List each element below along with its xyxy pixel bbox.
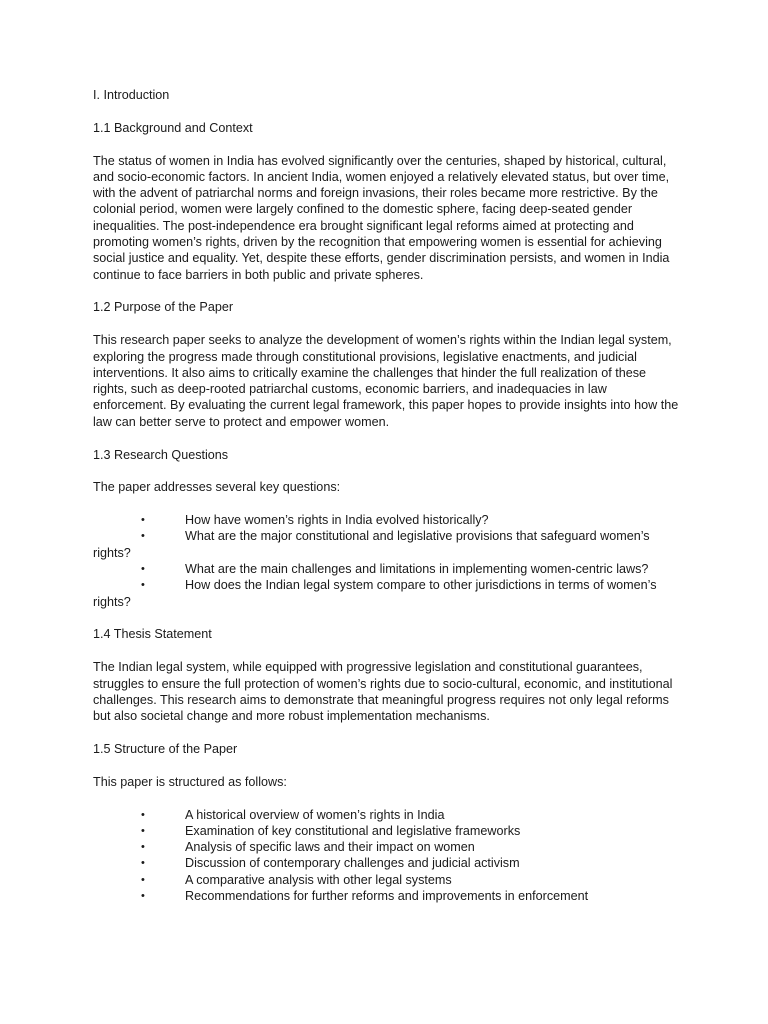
section-heading-structure: 1.5 Structure of the Paper	[93, 741, 238, 756]
section-heading-background: 1.1 Background and Context	[93, 120, 253, 135]
bullet-glyph: •	[141, 563, 145, 576]
list-item-text: How have women’s rights in India evolved historically?	[185, 513, 489, 528]
list-item-text: A historical overview of women’s rights in India	[185, 807, 445, 822]
paragraph-structure-intro: This paper is structured as follows:	[93, 774, 287, 789]
list-item-text: What are the major constitutional and legislative provisions that safeguard women’s rights?	[93, 529, 650, 560]
section-heading-purpose: 1.2 Purpose of the Paper	[93, 300, 234, 315]
list-item	[93, 888, 681, 904]
bullet-glyph: •	[141, 514, 145, 527]
bullet-glyph: •	[141, 579, 145, 592]
list-item-text: Recommendations for further reforms and improvements in enforcement	[185, 888, 589, 903]
list-item-text: How does the Indian legal system compare to other jurisdictions in terms of women’s rights?	[93, 578, 657, 609]
structure-list	[93, 807, 681, 905]
paragraph-thesis: The Indian legal system, while equipped with progressive legislation and constitutional guarantees, struggles to ensure the full protection of women’s rights due to socio-cultural, economic, and institutional challenges. This research aims to demonstrate that meaningful progress requires not only legal reforms but also societal change and more robust implementation mechanisms.	[93, 660, 673, 724]
bullet-glyph: •	[141, 873, 145, 886]
list-item	[93, 577, 681, 610]
section-heading-thesis: 1.4 Thesis Statement	[93, 627, 212, 642]
bullet-glyph: •	[141, 857, 145, 870]
bullet-glyph: •	[141, 841, 145, 854]
list-item	[93, 839, 681, 855]
list-item-text: Discussion of contemporary challenges and judicial activism	[185, 856, 520, 871]
list-item	[93, 855, 681, 871]
bullet-glyph: •	[141, 808, 145, 821]
bullet-glyph: •	[141, 530, 145, 543]
bullet-glyph: •	[141, 824, 145, 837]
list-item-text: Examination of key constitutional and legislative frameworks	[185, 823, 521, 838]
list-item-text: Analysis of specific laws and their impact on women	[185, 840, 475, 855]
list-item	[93, 807, 681, 823]
list-item	[93, 872, 681, 888]
list-item-text: A comparative analysis with other legal systems	[185, 872, 452, 887]
section-heading-introduction: I. Introduction	[93, 88, 170, 102]
research-questions-list	[93, 512, 681, 610]
list-item	[93, 561, 681, 577]
paragraph-background: The status of women in India has evolved significantly over the centuries, shaped by historical, cultural, and socio-economic factors. In ancient India, women enjoyed a relatively elevated status, but over time, with the advent of patriarchal norms and foreign invasions, their roles became more restrictive. By the colonial period, women were largely confined to the domestic sphere, facing deep-seated gender inequalities. The post-independence era brought significant legal reforms aimed at protecting and promoting women’s rights, driven by the recognition that empowering women is essential for achieving social justice and equality. Yet, despite these efforts, gender discrimination persists, and women in India continue to face barriers in both public and private spheres.	[93, 153, 670, 282]
paragraph-purpose: This research paper seeks to analyze the development of women’s rights within the Indian legal system, exploring the progress made through constitutional provisions, legislative enactments, and judicial interventions. It also aims to critically examine the challenges that hinder the full realization of these rights, such as deep-rooted patriarchal customs, economic barriers, and inadequacies in law enforcement. By evaluating the current legal framework, this paper hopes to provide insights into how the law can better serve to protect and empower women.	[93, 333, 679, 429]
bullet-glyph: •	[141, 889, 145, 902]
list-item	[93, 512, 681, 528]
list-item-text: What are the main challenges and limitations in implementing women-centric laws?	[185, 562, 649, 577]
section-heading-research-questions: 1.3 Research Questions	[93, 447, 229, 462]
list-item	[93, 823, 681, 839]
paragraph-questions-intro: The paper addresses several key questions:	[93, 480, 341, 495]
document-page	[93, 87, 681, 904]
list-item	[93, 528, 681, 561]
